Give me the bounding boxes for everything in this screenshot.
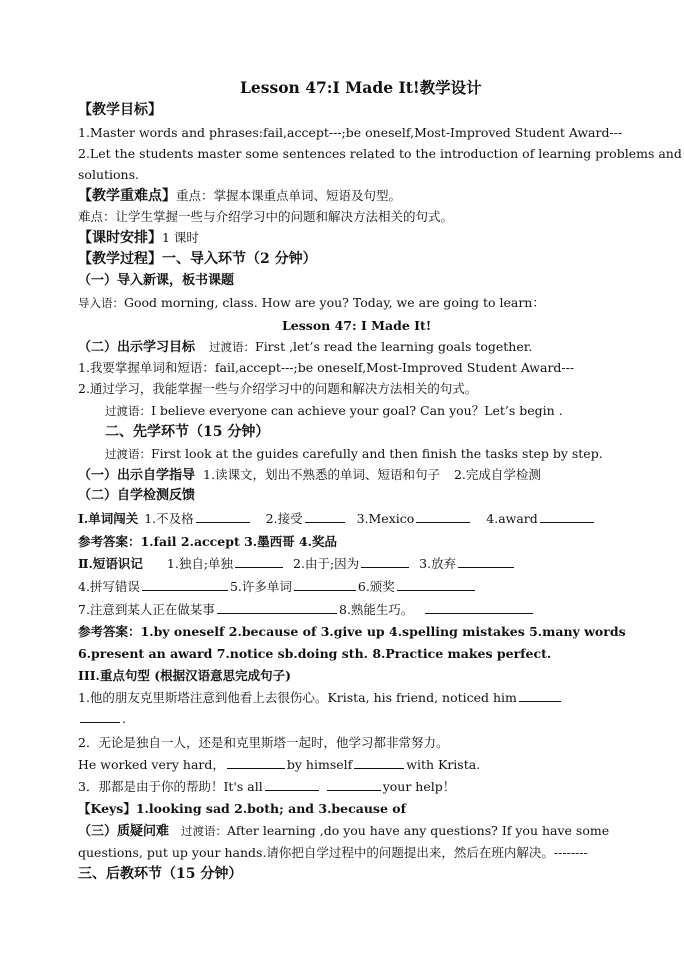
answer-blank[interactable]	[142, 579, 228, 591]
answer-blank[interactable]	[425, 602, 533, 614]
guide-transition-label: 过渡语：	[105, 447, 151, 461]
questions-line-1: After learning ,do you have any questions? If you have some	[227, 823, 610, 838]
step2-transition-label: 过渡语：	[209, 340, 256, 354]
answer-blank[interactable]	[235, 556, 283, 568]
phrase-item-4: 4.拼写错误	[78, 579, 140, 594]
phrase-item-7: 7.注意到某人正在做某事	[78, 602, 215, 617]
phrases-answers-1: 1.by oneself 2.because of 3.give up 4.spelling mistakes 5.many words	[140, 624, 626, 639]
phrases-row-3	[78, 602, 535, 618]
vocab-row	[78, 511, 596, 527]
phrase-item-1: 1.独自;单独	[166, 556, 234, 571]
part1-heading: 一、导入环节（2 分钟）	[162, 251, 317, 267]
sentences-label: III.重点句型 (根据汉语意思完成句子)	[78, 668, 292, 683]
goal-2: 2.通过学习，我能掌握一些与介绍学习中的问题和解决方法相关的句式。	[78, 381, 478, 396]
questions-transition-label: 过渡语：	[181, 824, 228, 838]
step2-row	[78, 339, 532, 356]
step2-transition: First ,let’s read the learning goals together.	[255, 339, 533, 354]
feedback-heading: （二）自学检测反馈	[78, 488, 196, 503]
keys-answers: 1.looking sad 2.both; and 3.because of	[135, 801, 406, 816]
believe-transition-label: 过渡语：	[105, 404, 151, 418]
answer-blank[interactable]	[265, 779, 319, 791]
sentence-1-cont	[78, 711, 126, 727]
lesson-center-title: Lesson 47: I Made It!	[282, 318, 432, 333]
sentence-2-cn: 2．无论是独自一人，还是和克里斯塔一起时，他学习都非常努力。	[78, 735, 449, 750]
answer-blank[interactable]	[327, 779, 381, 791]
sentence-3-cn: 3．那都是由于你的帮助！	[78, 779, 224, 794]
page-title: Lesson 47:I Made It!教学设计	[240, 78, 482, 97]
believe-transition: I believe everyone can achieve your goal? Can you？Let’s begin .	[151, 403, 563, 418]
answer-blank[interactable]	[416, 511, 470, 523]
questions-row-1	[78, 823, 609, 840]
answer-blank[interactable]	[294, 579, 356, 591]
part3-heading: 三、后教环节（15 分钟）	[78, 866, 243, 882]
answer-blank[interactable]	[458, 556, 514, 568]
answer-blank[interactable]	[397, 579, 475, 591]
vocab-item-1: 1.不及格	[144, 511, 194, 526]
objectives-heading: 【教学目标】	[78, 102, 162, 118]
vocab-answers: 1.fail 2.accept 3.墨西哥 4.奖品	[140, 534, 338, 549]
part2-heading: 二、先学环节（15 分钟）	[105, 424, 270, 440]
sentence-2-en-row	[78, 757, 480, 773]
sentence-3-en-a: It's all	[223, 779, 263, 794]
sentence-1-end: .	[122, 711, 126, 726]
phrases-label: Ⅱ.短语识记	[78, 556, 143, 571]
sentence-3-row	[78, 779, 455, 795]
answer-blank[interactable]	[361, 556, 409, 568]
vocab-answer-label: 参考答案：	[78, 534, 141, 549]
important-point: 重点：掌握本课重点单词、短语及句型。	[176, 188, 402, 203]
vocab-item-3: 3.Mexico	[356, 511, 415, 526]
phrases-answers-2: 6.present an award 7.notice sb.doing sth. 8.Practice makes perfect.	[78, 646, 552, 661]
answer-blank[interactable]	[196, 511, 250, 523]
objective-line-1: 1.Master words and phrases:fail,accept---;be oneself,Most-Improved Student Award---	[78, 125, 623, 140]
sentence-1-cn: 1.他的朋友克里斯塔注意到他看上去很伤心。	[78, 690, 328, 705]
schedule-heading: 【课时安排】	[78, 230, 162, 246]
phrase-item-2: 2.由于;因为	[293, 556, 360, 571]
self-study-heading: （一）出示自学指导	[78, 468, 196, 483]
sentence-2-en-c: with Krista.	[406, 757, 481, 772]
vocab-item-4: 4.award	[486, 511, 538, 526]
self-study-row	[78, 467, 541, 484]
phrases-answer-row-1	[78, 624, 626, 640]
self-study-item-1: 1.读课文，划出不熟悉的单词、短语和句子	[203, 467, 440, 482]
step2-heading: （二）出示学习目标	[78, 340, 196, 355]
sentence-2-en-a: He worked very hard，	[78, 757, 225, 772]
phrases-answer-label: 参考答案：	[78, 624, 141, 639]
key-points-heading: 【教学重难点】	[78, 188, 176, 204]
answer-blank[interactable]	[305, 511, 345, 523]
questions-line-2: questions, put up your hands.请你把自学过程中的问题提出来，然后在班内解决。--------	[78, 845, 588, 860]
objective-line-2: 2.Let the students master some sentences related to the introduction of learning problems and	[78, 146, 682, 161]
sentence-3-en-b: your help！	[382, 779, 456, 794]
believe-row	[105, 403, 563, 419]
difficult-point: 难点：让学生掌握一些与介绍学习中的问题和解决方法相关的句式。	[78, 209, 454, 224]
answer-blank[interactable]	[540, 511, 594, 523]
vocab-answer-row	[78, 534, 337, 550]
phrase-item-6: 6.颁奖	[357, 579, 395, 594]
intro-row	[78, 295, 545, 311]
schedule-value: 1 课时	[162, 230, 199, 245]
guide-row	[105, 446, 603, 462]
keys-label: 【Keys】	[78, 801, 136, 816]
sentence-2-en-b: by himself	[286, 757, 353, 772]
objective-line-3: solutions.	[78, 167, 139, 182]
self-study-item-2: 2.完成自学检测	[453, 467, 541, 482]
answer-blank[interactable]	[227, 757, 285, 769]
questions-heading: （三）质疑问难	[78, 824, 170, 839]
process-heading: 【教学过程】	[78, 251, 162, 267]
phrase-item-3: 3.放弃	[419, 556, 457, 571]
intro-label: 导入语：	[78, 296, 124, 310]
goal-1: 1.我要掌握单词和短语：fail,accept---;be oneself,Most-Improved Student Award---	[78, 360, 575, 375]
sentence-1-en: Krista, his friend, noticed him	[327, 690, 517, 705]
phrases-row-2	[78, 579, 477, 595]
sentence-1-row	[78, 690, 563, 706]
process-row	[78, 251, 317, 267]
intro-text: Good morning, class. How are you? Today, we are going to learn：	[124, 295, 545, 310]
key-points-row	[78, 188, 401, 204]
schedule-row	[78, 230, 199, 246]
answer-blank[interactable]	[519, 690, 561, 702]
vocab-item-2: 2.接受	[265, 511, 303, 526]
answer-blank[interactable]	[354, 757, 404, 769]
keys-row	[78, 801, 406, 817]
vocab-label: Ⅰ.单词闯关	[78, 511, 139, 526]
phrase-item-8: 8.熟能生巧。	[338, 602, 414, 617]
guide-transition: First look at the guides carefully and then finish the tasks step by step.	[151, 446, 603, 461]
answer-blank[interactable]	[80, 711, 120, 723]
phrases-row-1	[78, 556, 516, 572]
answer-blank[interactable]	[217, 602, 337, 614]
step1-heading: （一）导入新课，板书课题	[78, 273, 235, 288]
phrase-item-5: 5.许多单词	[229, 579, 292, 594]
